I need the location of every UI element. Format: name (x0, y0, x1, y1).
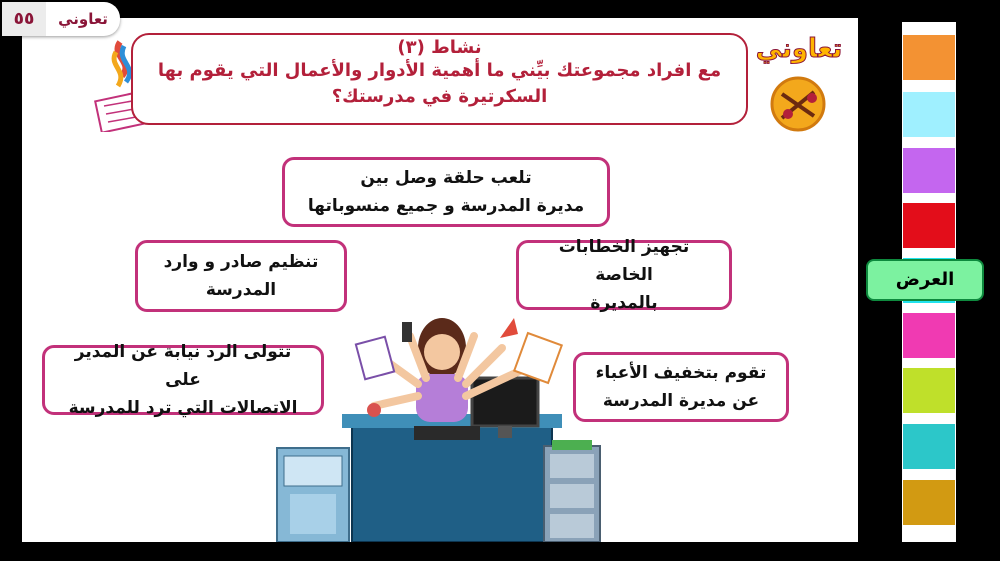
card-calls-line2: الاتصالات التي ترد للمدرسة (68, 398, 298, 418)
taawoni-logo (752, 34, 846, 134)
color-swatch (903, 35, 955, 80)
activity-question-line2: السكرتيرة في مدرستك؟ (331, 86, 548, 107)
color-swatch (903, 148, 955, 193)
card-mail-organize-line1: تنظيم صادر و وارد (163, 252, 319, 272)
card-calls-line1: تتولى الرد نيابة عن المدير على (74, 342, 292, 390)
page-number: ٥٥ (2, 2, 46, 36)
activity-title: نشاط (٣) (397, 37, 482, 58)
card-mail-organize (135, 240, 347, 312)
color-swatch (903, 368, 955, 413)
logo-text: تعاوني (755, 34, 843, 64)
color-swatch (903, 92, 955, 137)
color-swatch (903, 480, 955, 525)
color-swatch (903, 203, 955, 248)
card-letters-prep-line1: تجهيز الخطابات الخاصة (558, 237, 690, 285)
card-letters-prep (516, 237, 732, 313)
show-button[interactable]: العرض (866, 259, 984, 301)
card-liaison-line1: تلعب حلقة وصل بين (360, 168, 532, 188)
slide-canvas (22, 18, 858, 542)
card-calls (42, 342, 324, 418)
card-liaison (282, 157, 610, 227)
card-mail-organize-line2: المدرسة (205, 280, 277, 300)
page-tab-label: تعاوني (58, 10, 108, 28)
card-letters-prep-line2: بالمديرة (590, 293, 658, 313)
page-tab (2, 2, 120, 36)
card-reduce-burden-line1: تقوم بتخفيف الأعباء (595, 363, 767, 383)
activity-header-box (131, 33, 748, 125)
card-reduce-burden (573, 352, 789, 422)
color-swatch (903, 424, 955, 469)
card-liaison-line2: مديرة المدرسة و جميع منسوباتها (307, 196, 585, 216)
activity-question-line1: مع افراد مجموعتك بيِّني ما أهمية الأدوار والأعمال التي يقوم بها (157, 60, 722, 81)
color-swatch (903, 313, 955, 358)
card-reduce-burden-line2: عن مديرة المدرسة (602, 391, 760, 411)
